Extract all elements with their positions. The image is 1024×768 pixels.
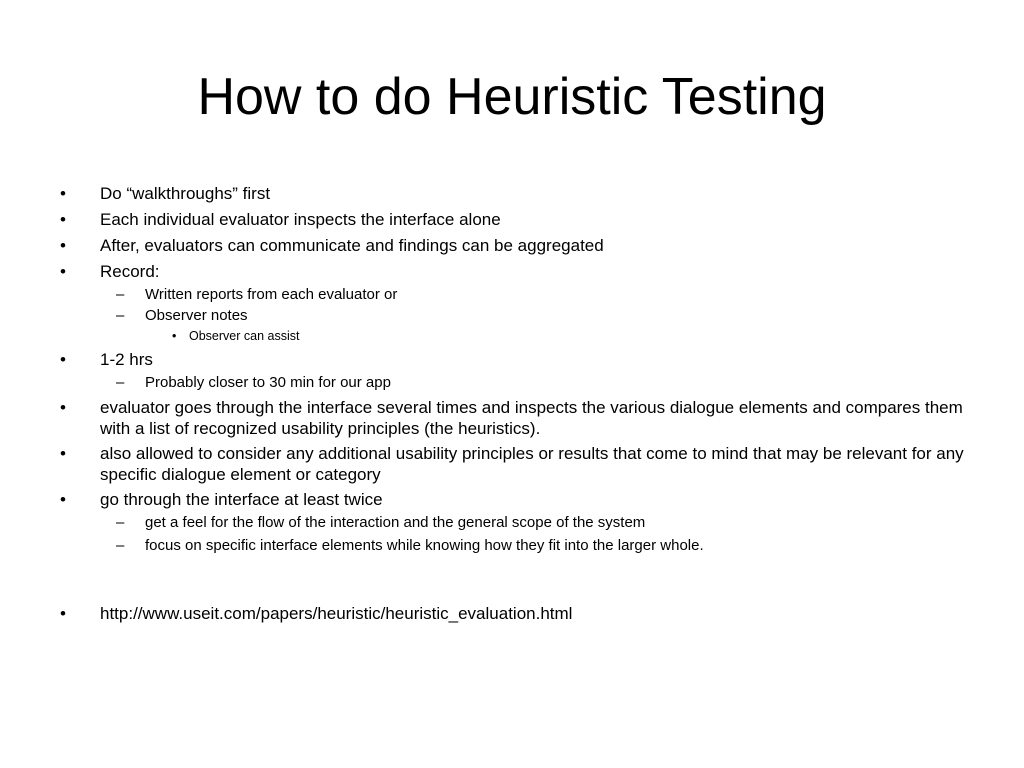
sub-sub-list-item-text: Observer can assist — [189, 329, 300, 343]
bullet-marker: • — [60, 350, 66, 369]
sub-list-item-text: Written reports from each evaluator or — [145, 286, 398, 303]
dash-marker: – — [116, 537, 125, 554]
bullet-marker: • — [60, 604, 66, 623]
list-item-text: go through the interface at least twice — [100, 490, 383, 509]
list-item-text: Do “walkthroughs” first — [100, 184, 271, 203]
bullet-marker: • — [172, 329, 177, 343]
list-item-text: also allowed to consider any additional usability principles or results that come to mind that may be relevant for any specific dialogue element or category — [100, 444, 964, 484]
list-item-text: Record: — [100, 262, 160, 281]
sub-list-item-text: Probably closer to 30 min for our app — [145, 374, 391, 391]
list-item-text: evaluator goes through the interface several times and inspects the various dialogue elements and compares them with a list of recognized usability principles (the heuristics). — [100, 398, 963, 438]
dash-marker: – — [116, 514, 125, 531]
bullet-marker: • — [60, 236, 66, 255]
bullet-marker: • — [60, 398, 66, 417]
slide-title: How to do Heuristic Testing — [197, 68, 827, 126]
dash-marker: – — [116, 374, 125, 391]
list-item-text: 1-2 hrs — [100, 350, 153, 369]
dash-marker: – — [116, 307, 125, 324]
sub-list-item-text: focus on specific interface elements while knowing how they fit into the larger whole. — [145, 537, 704, 554]
bullet-marker: • — [60, 262, 66, 281]
reference-url: http://www.useit.com/papers/heuristic/heuristic_evaluation.html — [100, 604, 573, 623]
dash-marker: – — [116, 286, 125, 303]
sub-list-item-text: get a feel for the flow of the interaction and the general scope of the system — [145, 514, 646, 531]
list-item-text: Each individual evaluator inspects the interface alone — [100, 210, 501, 229]
list-item-text: After, evaluators can communicate and findings can be aggregated — [100, 236, 604, 255]
bullet-marker: • — [60, 184, 66, 203]
bullet-marker: • — [60, 490, 66, 509]
sub-list-item-text: Observer notes — [145, 307, 248, 324]
bullet-marker: • — [60, 210, 66, 229]
bullet-marker: • — [60, 444, 66, 463]
